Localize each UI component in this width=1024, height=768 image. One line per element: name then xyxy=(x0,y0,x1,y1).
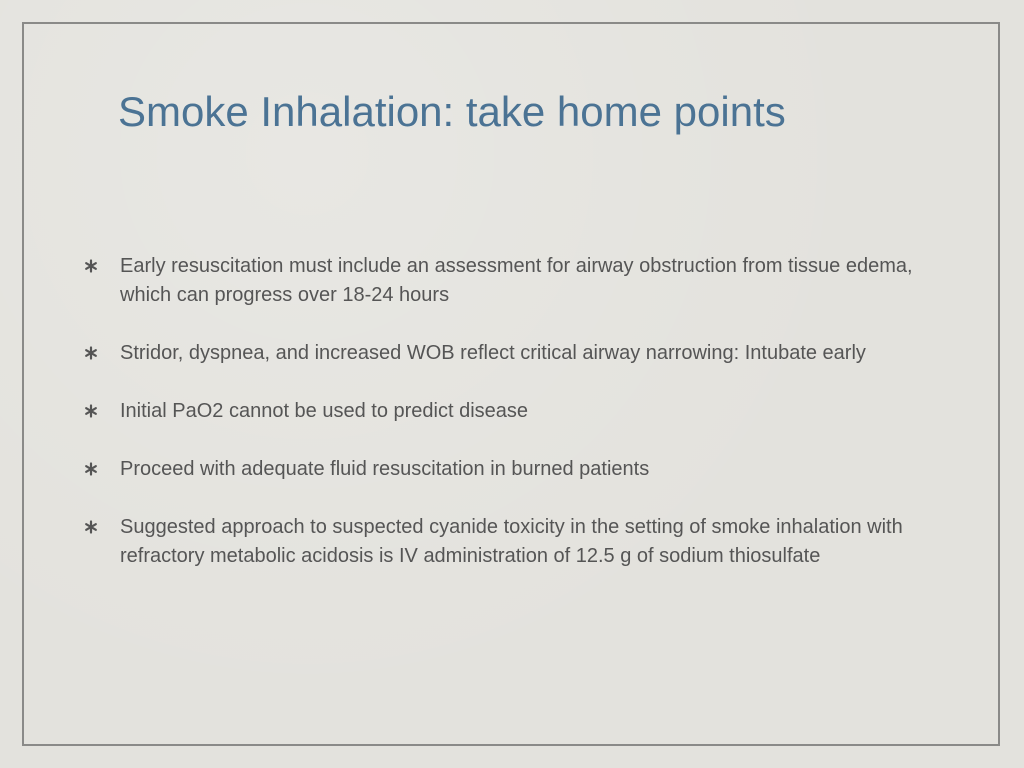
slide-title: Smoke Inhalation: take home points xyxy=(118,88,786,135)
bullet-list xyxy=(80,252,940,600)
bullet-item xyxy=(80,455,940,484)
asterisk-bullet-icon xyxy=(84,346,98,360)
bullet-text: Suggested approach to suspected cyanide toxicity in the setting of smoke inhalation with refractory metabolic acidosis is IV administration of 12.5 g of sodium thiosulfate xyxy=(120,516,903,567)
bullet-item xyxy=(80,397,940,426)
asterisk-bullet-icon xyxy=(84,520,98,534)
bullet-text: Initial PaO2 cannot be used to predict disease xyxy=(120,400,529,422)
bullet-item xyxy=(80,339,940,368)
asterisk-bullet-icon xyxy=(84,404,98,418)
bullet-text: Proceed with adequate fluid resuscitation in burned patients xyxy=(120,458,650,480)
asterisk-bullet-icon xyxy=(84,462,98,476)
bullet-item xyxy=(80,513,940,571)
bullet-text: Stridor, dyspnea, and increased WOB reflect critical airway narrowing: Intubate early xyxy=(120,342,866,364)
bullet-item xyxy=(80,252,940,310)
bullet-text: Early resuscitation must include an assessment for airway obstruction from tissue edema, which can progress over 18-24 hours xyxy=(120,255,913,306)
asterisk-bullet-icon xyxy=(84,259,98,273)
